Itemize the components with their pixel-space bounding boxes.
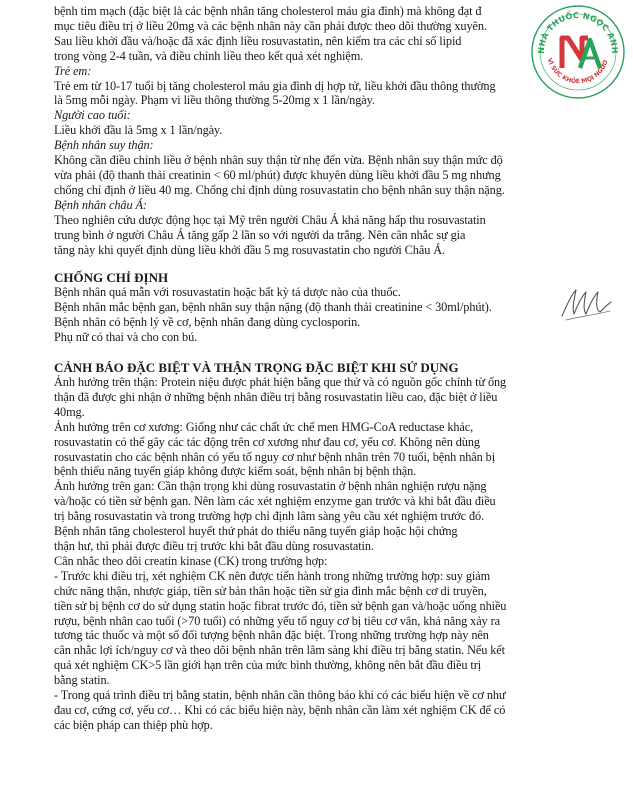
section-children — [54, 64, 602, 109]
text-line: Không cần điều chỉnh liều ở bệnh nhân suy thận từ nhẹ đến vừa. Bệnh nhân suy thận mức độ — [54, 153, 503, 168]
text-line: Ảnh hưởng trên thận: Protein niệu được phát hiện bằng que thử và có nguồn gốc chính từ ống — [54, 375, 507, 390]
text-line: trị bằng rosuvastatin và trong trường hợp chỉ định lâm sàng yêu cầu xét nghiệm trước đó. — [54, 509, 485, 524]
text-line: trung bình ở người Châu Á tăng gấp 2 lần so với người da trắng. Nên cân nhắc sự gia — [54, 227, 466, 242]
text-line: rosuvastatin có thể gây các tác động trên cơ xương như đau cơ, yếu cơ. Không nên dùng — [54, 434, 480, 449]
subheading-renal: Bệnh nhân suy thận: — [54, 138, 154, 153]
text-line: cân nhắc lợi ích/nguy cơ và theo dõi bệnh nhân trên lâm sàng khi điều trị bằng statin. Nếu kết — [54, 643, 505, 658]
text-line: rosuvastatin cho các bệnh nhân có yếu tố nguy cơ như bệnh nhân trên 70 tuổi, bệnh nhân bị — [54, 449, 496, 464]
handwritten-signature — [556, 280, 616, 325]
text-line: bằng statin. — [54, 673, 110, 688]
section-contraindications — [54, 270, 602, 345]
text-line: đau cơ, cứng cơ, yếu cơ… Khi có các biểu hiện này, bệnh nhân cần làm xét nghiệm CK để có — [54, 702, 506, 717]
text-line: Ảnh hưởng trên gan: Cần thận trọng khi dùng rosuvastatin ở bệnh nhân nghiện rượu nặng — [54, 479, 487, 494]
text-line: quả xét nghiệm CK>5 lần giới hạn trên của mức bình thường, không nên bắt đầu điều trị — [54, 658, 482, 673]
stamp-text-top: NHÀ THUỐC NGỌC ANH — [536, 10, 620, 54]
text-line: Bệnh nhân có bệnh lý về cơ, bệnh nhân đang dùng cyclosporin. — [54, 315, 361, 330]
text-line: tiền sử bị bệnh cơ do sử dụng statin hoặc fibrat trước đó, tiền sử bệnh gan và/hoặc uống nhiều — [54, 598, 507, 613]
text-line: Cân nhắc theo dõi creatin kinase (CK) trong trường hợp: — [54, 553, 328, 568]
heading-warnings: CẢNH BÁO ĐẶC BIỆT VÀ THẬN TRỌNG ĐẶC BIỆT KHI SỬ DỤNG — [54, 360, 459, 376]
pharmacy-logo-stamp — [528, 2, 628, 102]
stamp-text-bottom: VÌ SỨC KHỎE MỌI NGƯỜ — [545, 57, 610, 86]
text-line: - Trong quá trình điều trị bằng statin, bệnh nhân cần thông báo khi có các biểu hiện về cơ như — [54, 688, 506, 703]
text-line: 40mg. — [54, 404, 85, 419]
text-line: các biện pháp can thiệp phù hợp. — [54, 717, 213, 732]
text-line: Sau liều khởi đầu và/hoặc đã xác định liều rosuvastatin, nên kiểm tra các chỉ số lipid — [54, 33, 462, 48]
text-line: là 5mg mỗi ngày. Phạm vi liều thông thường 5-20mg x 1 lần/ngày. — [54, 93, 375, 108]
text-line: chức năng thận, nhược giáp, tiền sử bản thân hoặc tiền sử gia đình mắc bệnh cơ di truyền, — [54, 583, 487, 598]
text-line: tăng này khi quyết định dùng liều khởi đầu 5 mg rosuvastatin cho người Châu Á. — [54, 242, 445, 257]
section-warnings — [54, 360, 602, 733]
text-line: Bệnh nhân tăng cholesterol huyết thứ phát do thiểu năng tuyến giáp hoặc hội chứng — [54, 524, 458, 539]
text-line: thận hư, thì phải được điều trị trước khi bắt đầu dùng rosuvastatin. — [54, 539, 374, 553]
text-line: tương tác thuốc và một số đối tượng bệnh nhân đặc biệt. Trong những trường hợp này nên — [54, 628, 489, 643]
text-line: thận đã được ghi nhận ở những bệnh nhân điều trị bằng rosuvastatin liều cao, đặc biệt ở liều — [54, 389, 498, 404]
subheading-asian: Bệnh nhân châu Á: — [54, 197, 147, 212]
dosage-continuation — [54, 4, 602, 64]
text-line: Trẻ em từ 10-17 tuổi bị tăng cholesterol máu gia đình dị hợp tử, liều khởi đầu thông thường — [54, 78, 496, 93]
text-line: trong vòng 2-4 tuần, và điều chỉnh liều theo kết quả xét nghiệm. — [54, 48, 364, 63]
text-line: Theo nghiên cứu dược động học tại Mỹ trên người Châu Á khả năng hấp thu rosuvastatin — [54, 212, 486, 227]
text-line: Ảnh hưởng trên cơ xương: Giống như các chất ức chế men HMG-CoA reductase khác, — [54, 419, 474, 434]
text-line: và/hoặc có tiền sử bệnh gan. Nên làm các xét nghiệm enzyme gan trước và khi bắt đầu điều — [54, 494, 496, 509]
section-asian — [54, 198, 602, 258]
section-renal — [54, 138, 602, 198]
section-elderly — [54, 108, 602, 138]
subheading-children: Trẻ em: — [54, 63, 92, 78]
document-body — [54, 4, 602, 733]
text-line: mục tiêu điều trị ở liều 20mg và các bệnh nhân này cần phải được theo dõi thường xuyên. — [54, 18, 487, 33]
text-line: bệnh tim mạch (đặc biệt là các bệnh nhân tăng cholesterol máu gia đình) mà không đạt đ — [54, 4, 482, 18]
text-line: Bệnh nhân quá mẫn với rosuvastatin hoặc bất kỳ tá dược nào của thuốc. — [54, 285, 401, 300]
text-line: bệnh thiểu năng tuyến giáp không được kiểm soát, bệnh nhân bị bệnh thận. — [54, 464, 417, 479]
subheading-elderly: Người cao tuổi: — [54, 108, 131, 123]
text-line: - Trước khi điều trị, xét nghiệm CK nên được tiến hành trong những trường hợp: suy giảm — [54, 568, 491, 583]
heading-contraindications: CHỐNG CHỈ ĐỊNH — [54, 270, 169, 286]
text-line: Bệnh nhân mắc bệnh gan, bệnh nhân suy thận nặng (độ thanh thải creatinine < 30ml/phút). — [54, 300, 492, 315]
text-line: Phụ nữ có thai và cho con bú. — [54, 330, 198, 345]
text-line: chống chỉ định ở liều 40 mg. Chống chỉ định dùng rosuvastatin cho bệnh nhân suy thận nặng. — [54, 182, 505, 197]
text-line: Liều khởi đầu là 5mg x 1 lần/ngày. — [54, 123, 223, 138]
text-line: vừa phải (độ thanh thải creatinin < 60 ml/phút) được khuyên dùng liều khởi đầu 5 mg nhưng — [54, 167, 501, 182]
text-line: rượu, bệnh nhân cao tuổi (>70 tuổi) có những yếu tố nguy cơ bị tiêu cơ vân, khả năng xảy ra — [54, 613, 500, 628]
